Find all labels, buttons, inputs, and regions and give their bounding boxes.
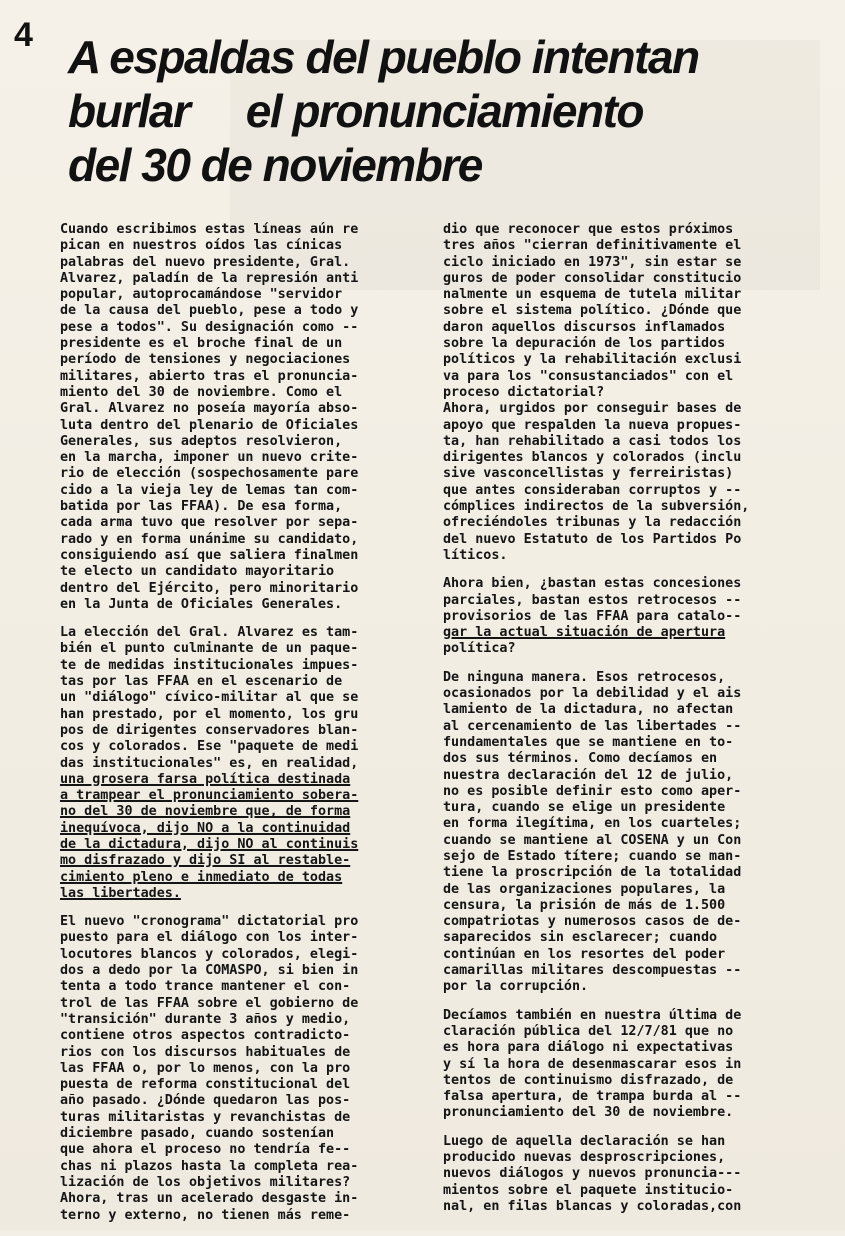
text-line: camarillas militares descompuestas -- xyxy=(443,963,742,979)
article-paragraph xyxy=(60,625,432,902)
text-line: gar la actual situación de apertura xyxy=(443,625,726,641)
text-line: tiene la proscripción de la totalidad xyxy=(443,865,742,881)
text-line: Ahora bien, ¿bastan estas concesiones xyxy=(443,576,742,592)
text-line: presidente es el broche final de un xyxy=(60,336,343,352)
text-line: cuando se mantiene al COSENA y un Con xyxy=(443,832,742,848)
text-line: las libertades. xyxy=(60,885,181,901)
text-line: pese a todos". Su designación como -- xyxy=(60,319,359,335)
text-line: Gral. Alvarez no poseía mayoría abso- xyxy=(60,401,359,417)
text-line: que antes consideraban corruptos y -- xyxy=(443,482,742,498)
text-line: batida por las FFAA). De esa forma, xyxy=(60,499,343,515)
text-line: miento del 30 de noviembre. Como el xyxy=(60,384,343,400)
text-line: políticos y la rehabilitación exclusi xyxy=(443,352,742,368)
text-line: período de tensiones y negociaciones xyxy=(60,352,351,368)
text-line: Decíamos también en nuestra última de xyxy=(443,1007,742,1023)
text-line: mo disfrazado y dijo SI al restable- xyxy=(60,853,351,869)
text-line: continúan en los resortes del poder xyxy=(443,946,726,962)
article-paragraph xyxy=(443,576,815,657)
text-line: ciclo iniciado en 1973", sin estar se xyxy=(443,254,742,270)
text-line: apoyo que respalden la nueva propues- xyxy=(443,417,742,433)
text-line: pos de dirigentes conservadores blan- xyxy=(60,722,359,738)
article-paragraph xyxy=(443,222,815,564)
text-line: Ahora, urgidos por conseguir bases de xyxy=(443,401,742,417)
text-line: que ahora el proceso no tendría fe-- xyxy=(60,1142,351,1158)
text-line: y sí la hora de desenmascarar esos in xyxy=(443,1056,742,1072)
text-line: falsa apertura, de trampa burda al -- xyxy=(443,1089,742,1105)
text-line: no del 30 de noviembre que, de forma xyxy=(60,804,351,820)
text-line: De ninguna manera. Esos retrocesos, xyxy=(443,669,726,685)
text-line: sobre la depuración de los partidos xyxy=(443,336,726,352)
text-line: un "diálogo" cívico-militar al que se xyxy=(60,690,359,706)
text-line: sejo de Estado títere; cuando se man- xyxy=(443,848,742,864)
text-line: una grosera farsa política destinada xyxy=(60,771,351,787)
text-line: tura, cuando se elige un presidente xyxy=(443,800,726,816)
text-line: chas ni plazos hasta la completa rea- xyxy=(60,1158,359,1174)
text-line: las FFAA o, por lo menos, con la pro xyxy=(60,1060,351,1076)
headline-line-1: A espaldas del pueblo intentan xyxy=(68,31,699,83)
text-line: rado y en forma unánime su candidato, xyxy=(60,531,359,547)
text-line: La elección del Gral. Alvarez es tam- xyxy=(60,625,359,641)
text-line: saparecidos sin esclarecer; cuando xyxy=(443,930,718,946)
text-line: nal, en filas blancas y coloradas,con xyxy=(443,1198,742,1214)
text-line: te electo un candidato mayoritario xyxy=(60,564,335,580)
text-line: Cuando escribimos estas líneas aún re xyxy=(60,222,359,237)
text-line: luta dentro del plenario de Oficiales xyxy=(60,417,359,433)
text-line: dos sus términos. Como decíamos en xyxy=(443,751,718,767)
text-line: puesto para el diálogo con los inter- xyxy=(60,930,359,946)
text-line: tres años "cierran definitivamente el xyxy=(443,238,742,254)
text-line: Alvarez, paladín de la represión anti xyxy=(60,270,359,286)
text-line: bién el punto culminante de un paque- xyxy=(60,641,359,657)
text-line: tas por las FFAA en el escenario de xyxy=(60,674,343,690)
text-line: terno y externo, no tienen más reme- xyxy=(60,1207,351,1223)
text-line: rio de elección (sospechosamente pare xyxy=(60,466,359,482)
text-line: en la marcha, imponer un nuevo crite- xyxy=(60,450,359,466)
article-headline xyxy=(68,30,808,192)
text-line: parciales, bastan estos retrocesos -- xyxy=(443,592,742,608)
text-line: provisorios de las FFAA para catalo-- xyxy=(443,608,742,624)
text-line: sobre el sistema político. ¿Dónde que xyxy=(443,303,742,319)
article-paragraph xyxy=(443,1008,815,1122)
text-line: año pasado. ¿Dónde quedaron las pos- xyxy=(60,1093,351,1109)
article-paragraph xyxy=(60,222,432,613)
text-line: te de medidas institucionales impues- xyxy=(60,657,359,673)
text-line: producido nuevas desproscripciones, xyxy=(443,1150,726,1166)
text-line: en forma ilegítima, en los cuarteles; xyxy=(443,816,742,832)
text-line: lamiento de la dictadura, no afectan xyxy=(443,702,734,718)
text-line: Generales, sus adeptos resolvieron, xyxy=(60,433,343,449)
text-line: compatriotas y numerosos casos de de- xyxy=(443,914,742,930)
text-line: tentos de continuismo disfrazado, de xyxy=(443,1072,734,1088)
right-text-column xyxy=(443,222,815,1227)
text-line: dirigentes blancos y colorados (inclu xyxy=(443,450,742,466)
text-line: fundamentales que se mantiene en to- xyxy=(443,734,734,750)
text-line: militares, abierto tras el pronuncia- xyxy=(60,368,359,384)
text-line: no es posible definir esto como aper- xyxy=(443,783,742,799)
text-line: guros de poder consolidar constitucio xyxy=(443,270,742,286)
text-line: del nuevo Estatuto de los Partidos Po xyxy=(443,531,742,547)
text-line: locutores blancos y colorados, elegi- xyxy=(60,946,359,962)
text-line: popular, autoprocamándose "servidor xyxy=(60,287,343,303)
text-line: cido a la vieja ley de lemas tan com- xyxy=(60,482,359,498)
text-line: lización de los objetivos militares? xyxy=(60,1174,351,1190)
text-line: nalmente un esquema de tutela militar xyxy=(443,287,742,303)
text-line: nuestra declaración del 12 de julio, xyxy=(443,767,734,783)
text-line: censura, la prisión de más de 1.500 xyxy=(443,897,726,913)
text-line: trol de las FFAA sobre el gobierno de xyxy=(60,995,359,1011)
page-number: 4 xyxy=(14,16,33,54)
text-line: Luego de aquella declaración se han xyxy=(443,1133,726,1149)
text-line: política? xyxy=(443,641,516,657)
text-line: cómplices indirectos de la subversión, xyxy=(443,499,750,515)
article-paragraph xyxy=(60,914,432,1224)
headline-line-2: burlar el pronunciamiento xyxy=(68,85,644,137)
text-line: diciembre pasado, cuando sostenían xyxy=(60,1126,335,1142)
text-line: sive vasconcellistas y ferreiristas) xyxy=(443,466,734,482)
text-line: "transición" durante 3 años y medio, xyxy=(60,1011,351,1027)
text-line: El nuevo "cronograma" dictatorial pro xyxy=(60,914,359,930)
text-line: ta, han rehabilitado a casi todos los xyxy=(443,433,742,449)
text-line: a trampear el pronunciamiento sobera- xyxy=(60,788,359,804)
text-line: líticos. xyxy=(443,547,508,563)
article-paragraph xyxy=(443,1134,815,1215)
text-line: Ahora, tras un acelerado desgaste in- xyxy=(60,1191,359,1207)
text-line: mientos sobre el paquete institucio- xyxy=(443,1182,734,1198)
text-line: cada arma tuvo que resolver por sepa- xyxy=(60,515,359,531)
text-line: en la Junta de Oficiales Generales. xyxy=(60,596,343,612)
text-line: dentro del Ejército, pero minoritario xyxy=(60,580,359,596)
article-paragraph xyxy=(443,670,815,996)
text-line: de la causa del pueblo, pese a todo y xyxy=(60,303,359,319)
text-line: claración pública del 12/7/81 que no xyxy=(443,1023,734,1039)
text-line: es hora para diálogo ni expectativas xyxy=(443,1040,734,1056)
text-line: ofreciéndoles tribunas y la redacción xyxy=(443,515,742,531)
text-line: han prestado, por el momento, los gru xyxy=(60,706,359,722)
text-line: pican en nuestros oídos las cínicas xyxy=(60,238,343,254)
text-line: cimiento pleno e inmediato de todas xyxy=(60,869,343,885)
text-line: ocasionados por la debilidad y el ais xyxy=(443,686,742,702)
text-line: nuevos diálogos y nuevos pronuncia--- xyxy=(443,1166,742,1182)
text-line: de la dictadura, dijo NO al continuis xyxy=(60,836,359,852)
text-line: de las organizaciones populares, la xyxy=(443,881,726,897)
text-line: dos a dedo por la COMASPO, si bien in xyxy=(60,963,359,979)
text-line: palabras del nuevo presidente, Gral. xyxy=(60,254,351,270)
text-line: cos y colorados. Ese "paquete de medi xyxy=(60,739,359,755)
text-line: por la corrupción. xyxy=(443,979,589,995)
text-line: proceso dictatorial? xyxy=(443,384,605,400)
left-text-column xyxy=(60,222,432,1236)
text-line: inequívoca, dijo NO a la continuidad xyxy=(60,820,351,836)
text-line: turas militaristas y revanchistas de xyxy=(60,1109,351,1125)
text-line: consiguiendo así que saliera finalmen xyxy=(60,547,359,563)
text-line: puesta de reforma constitucional del xyxy=(60,1077,351,1093)
text-line: rios con los discursos habituales de xyxy=(60,1044,351,1060)
text-line: va para los "consustanciados" con el xyxy=(443,368,734,384)
headline-line-3: del 30 de noviembre xyxy=(68,139,482,191)
text-line: dio que reconocer que estos próximos xyxy=(443,222,734,237)
text-line: contiene otros aspectos contradicto- xyxy=(60,1028,351,1044)
text-line: pronunciamiento del 30 de noviembre. xyxy=(443,1105,734,1121)
text-line: daron aquellos discursos inflamados xyxy=(443,319,726,335)
text-line: al cercenamiento de las libertades -- xyxy=(443,718,742,734)
text-line: tenta a todo trance mantener el con- xyxy=(60,979,351,995)
text-line: das institucionales" es, en realidad, xyxy=(60,755,359,771)
